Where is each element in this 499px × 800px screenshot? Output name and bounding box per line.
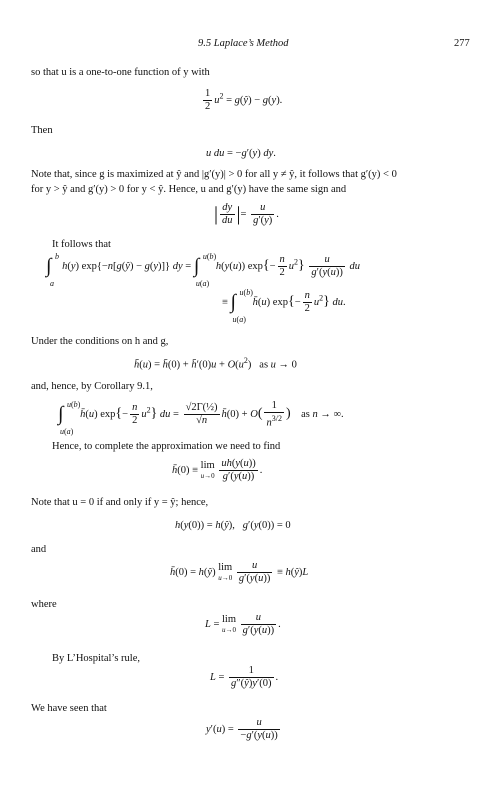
equation-2: u du = −g′(y) dy. bbox=[206, 148, 276, 159]
paragraph-text: Then bbox=[31, 125, 53, 136]
paragraph-text: so that u is a one-to-one function of y with bbox=[31, 67, 210, 78]
equation-6: ∫ u(b) u(a) h̄(u) exp{− $\frac{n}{2}$ $u^2$} du = $\frac{\text{√2Γ(½)}}{√n}$ h̄(0) + O( $\frac{1}{n^{3/2}}$ ) as n → ∞. bbox=[58, 400, 344, 437]
paragraph-text: We have seen that bbox=[31, 703, 107, 714]
paragraph-text: Note that u = 0 if and only if y = ŷ; hence, bbox=[31, 497, 209, 508]
equation-5: h̄(u) = h̄(0) + h̄′(0)u + $O(u^2)$ as u → 0 bbox=[134, 356, 297, 371]
equation-10: L = lim u→0 $\frac{u}{g'(y(u))}$ . bbox=[205, 612, 281, 636]
equation-4a: ∫ b a h(y) exp{−n[g(ŷ) − g(y)]} dy = ∫ u(b) u(a) h(y(u)) exp{− $\frac{n}{2}$ $u^2$} $\frac{u}{g'(y(u))}$ du bbox=[46, 251, 360, 288]
paragraph-text: Hence, to complete the approximation we need to find bbox=[52, 441, 281, 452]
equation-1: $\frac{1}{2}$ $u^2$ = g(ŷ) − g(y). bbox=[205, 88, 283, 112]
paragraph-text: for y > ŷ and g′(y) > 0 for y < ŷ. Hence, u and g′(y) have the same sign and bbox=[31, 184, 347, 195]
page-number: 277 bbox=[454, 38, 470, 49]
equation-7: h̄(0) ≡ lim u→0 $\frac{uh(y(u))}{g'(y(u))}$ . bbox=[172, 458, 263, 482]
paragraph-text: Under the conditions on h and g, bbox=[31, 336, 169, 347]
section-title: 9.5 Laplace’s Method bbox=[198, 38, 289, 49]
paragraph-text: and bbox=[31, 544, 47, 555]
paragraph-text: Note that, since g is maximized at ŷ and |g′(y)| > 0 for all y ≠ ŷ, it follows that g′(y) < 0 bbox=[31, 169, 397, 180]
equation-4b: ≡ ∫ u(b) u(a) h̄(u) exp{− $\frac{n}{2}$ $u^2$} du. bbox=[222, 287, 346, 324]
paragraph-text: By L’Hospital’s rule, bbox=[52, 653, 140, 664]
equation-11: L = $\frac{1}{g''(ŷ)y'(0)}$ . bbox=[210, 665, 279, 689]
paragraph-text: and, hence, by Corollary 9.1, bbox=[31, 381, 153, 392]
paragraph-text: where bbox=[31, 599, 57, 610]
equation-9: h̄(0) = h(ŷ) lim u→0 $\frac{u}{g'(y(u))}$ ≡ h(ŷ)L bbox=[170, 560, 309, 584]
equation-12: y′(u) = $\frac{u}{-g'(y(u))}$ bbox=[206, 717, 278, 741]
equation-8: h(y(0)) = h(ŷ), g′(y(0)) = 0 bbox=[175, 520, 291, 531]
equation-3: | $\frac{dy}{du}$ |= $\frac{u}{g'(y)}$ . bbox=[214, 202, 279, 226]
paragraph-text: It follows that bbox=[52, 239, 111, 250]
